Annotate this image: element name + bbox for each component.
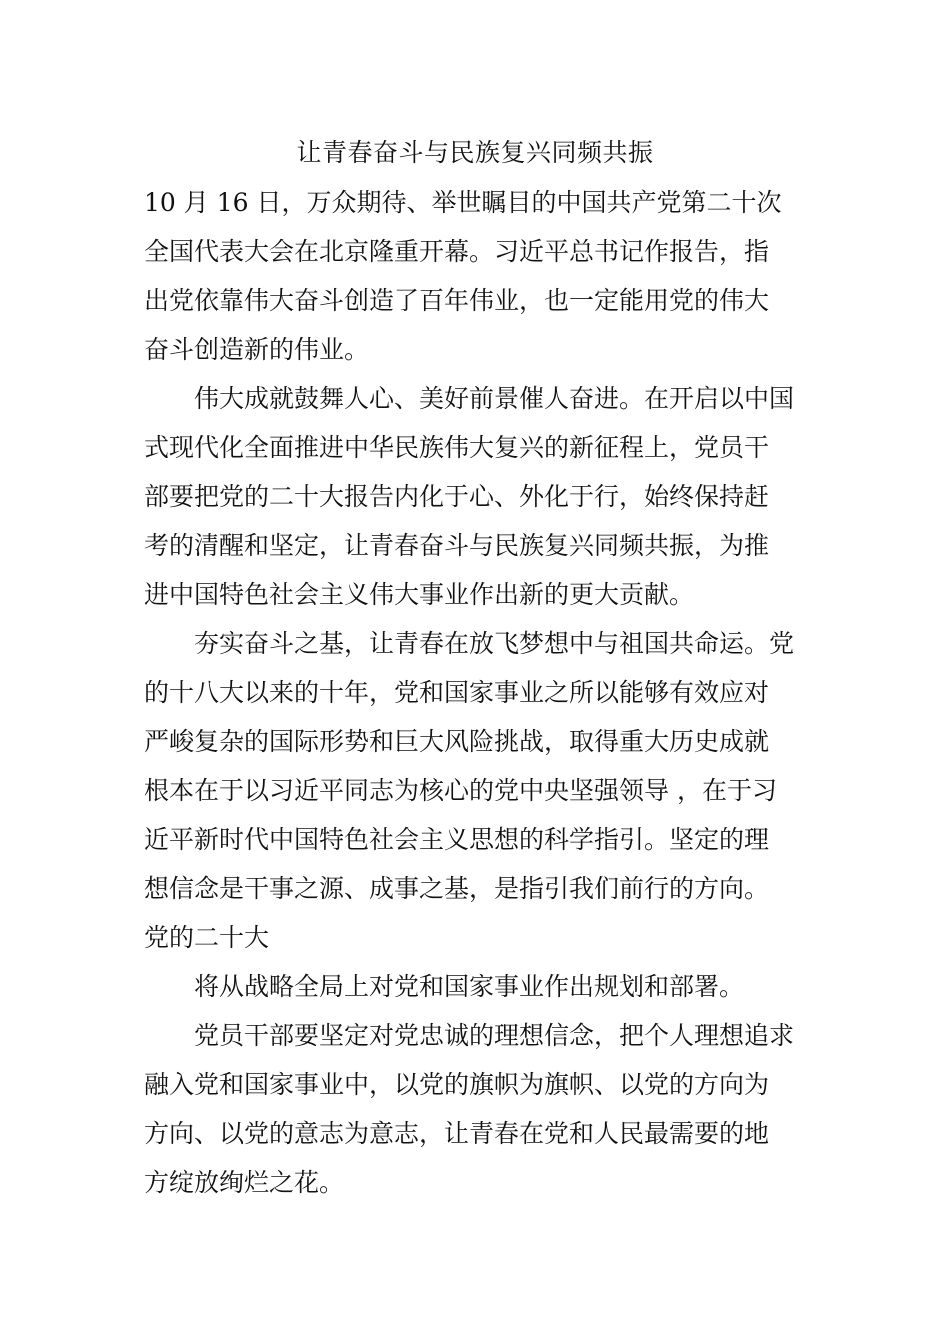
document-title: 让青春奋斗与民族复兴同频共振 (296, 138, 654, 167)
text-line: 伟大成就鼓舞人心、美好前景催人奋进。在开启以中国 (194, 384, 795, 413)
text-line: 奋斗创造新的伟业。 (144, 335, 370, 364)
paragraph-5 (144, 1011, 808, 1207)
text-line: 方向、以党的意志为意志，让青春在党和人民最需要的地 (144, 1119, 770, 1148)
text-line: 夯实奋斗之基，让青春在放飞梦想中与祖国共命运。党 (194, 629, 795, 658)
paragraph-4 (144, 962, 808, 1011)
text-line: 考的清醒和坚定，让青春奋斗与民族复兴同频共振，为推 (144, 531, 770, 560)
document-body (144, 178, 808, 1207)
paragraph-2 (144, 374, 808, 619)
text-line: 式现代化全面推进中华民族伟大复兴的新征程上，党员干 (144, 433, 770, 462)
text-line: 严峻复杂的国际形势和巨大风险挑战，取得重大历史成就 (144, 727, 770, 756)
text-line: 进中国特色社会主义伟大事业作出新的更大贡献。 (144, 580, 695, 609)
text-line: 方绽放绚烂之花。 (144, 1168, 345, 1197)
text-line: 将从战略全局上对党和国家事业作出规划和部署。 (194, 972, 745, 1001)
text-line: 党的二十大 (144, 923, 270, 952)
text-line: 根本在于以习近平同志为核心的党中央坚强领导 ，在于习 (144, 776, 777, 805)
text-line: 10 月 16 日，万众期待、举世瞩目的中国共产党第二十次 (144, 188, 782, 217)
text-line: 全国代表大会在北京隆重开幕。习近平总书记作报告，指 (144, 237, 770, 266)
text-line: 出党依靠伟大奋斗创造了百年伟业，也一定能用党的伟大 (144, 286, 770, 315)
text-line: 近平新时代中国特色社会主义思想的科学指引。坚定的理 (144, 825, 770, 854)
paragraph-1 (144, 178, 808, 374)
text-line: 部要把党的二十大报告内化于心、外化于行，始终保持赶 (144, 482, 770, 511)
text-line: 党员干部要坚定对党忠诚的理想信念，把个人理想追求 (194, 1021, 795, 1050)
text-line: 的十八大以来的十年，党和国家事业之所以能够有效应对 (144, 678, 770, 707)
text-line: 想信念是干事之源、成事之基，是指引我们前行的方向。 (144, 874, 770, 903)
paragraph-3 (144, 619, 808, 962)
text-line: 融入党和国家事业中，以党的旗帜为旗帜、以党的方向为 (144, 1070, 770, 1099)
